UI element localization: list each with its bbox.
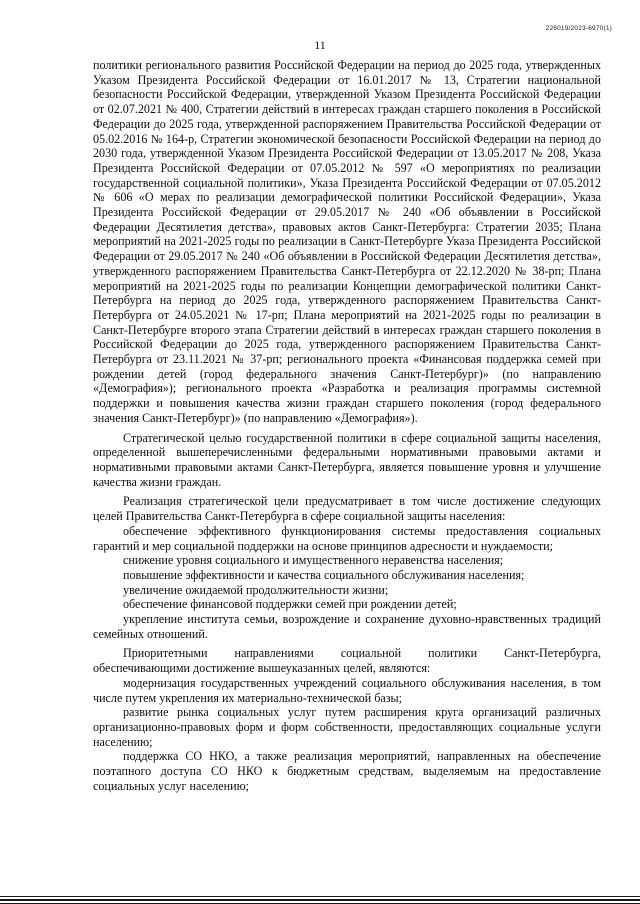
goal-item: обеспечение финансовой поддержки семей при рождении детей; [123, 597, 457, 612]
goal-item: снижение уровня социального и имущественного неравенства населения; [123, 553, 504, 568]
goal-item: укрепление института семьи, возрождение и сохранение духовно-нравственных традиций семейных отношений. [93, 612, 601, 641]
goal-item: увеличение ожидаемой продолжительности жизни; [123, 582, 389, 597]
paragraph-goals-intro: Реализация стратегической цели предусматривает в том числе достижение следующих целей Правительства Санкт-Петербурга в сфере социальной защиты населения: [93, 494, 601, 524]
priority-item: поддержка СО НКО, а также реализация мероприятий, направленных на обеспечение поэтапного доступа СО НКО к бюджетным средствам, выделяемым на предоставление социальных услуг населению; [93, 749, 601, 793]
document-body [93, 58, 601, 793]
paragraph-strategic-goal: Стратегической целью государственной политики в сфере социальной защиты населения, определенной вышеперечисленными федеральными нормативными правовыми актами и нормативными правовыми актами Санкт-Петербурга, является повышение уровня и улучшение качества жизни граждан. [93, 430, 601, 489]
scan-edge-line [0, 899, 640, 901]
priority-item: модернизация государственных учреждений социального обслуживания населения, в том числе путем укрепления их материально-технической базы; [93, 675, 601, 705]
goal-item: повышение эффективности и качества социального обслуживания населения; [123, 567, 525, 582]
document-registration-number: 226019/2023-6970(1) [545, 25, 612, 32]
priority-item: развитие рынка социальных услуг путем расширения круга организаций различных организационно-правовых форм и форм собственности, предоставляющих социальные услуги населению; [93, 705, 601, 749]
goal-item: обеспечение эффективного функционирования системы предоставления социальных гарантий и мер социальной поддержки на основе принципов адресности и нуждаемости; [93, 523, 601, 553]
paragraph-priorities-intro: Приоритетными направлениями социальной политики Санкт-Петербурга, обеспечивающими достижение вышеуказанных целей, являются: [93, 646, 601, 676]
scan-edge-line [0, 896, 640, 897]
page-number: 11 [314, 38, 326, 52]
paragraph-legal-basis-continuation: политики регионального развития Российской Федерации на период до 2025 года, утвержденных Указом Президента Российской Федерации от 16.01.2017 № 13, Стратегии национальной безопасности Российской Федерации, утвержденной Указом Президента Российской Федерации от 02.07.2021 № 400, Стратегии действий в интересах граждан старшего поколения в Российской Федерации до 2025 года, утвержденной распоряжением Правительства Российской Федерации от 05.02.2016 № 164-р, Стратегии экономической безопасности Российской Федерации на период до 2030 года, утвержденной Указом Президента Российской Федерации от 13.05.2017 № 208, Указа Президента Российской Федерации от 07.05.2012 № 597 «О мероприятиях по реализации государственной социальной политики», Указа Президента Российской Федерации от 07.05.2012 № 606 «О мерах по реализации демографической политики Российской Федерации», Указа Президента Российской Федерации от 29.05.2017 № 240 «Об объявлении в Российской Федерации Десятилетия детства», правовых актов Санкт-Петербурга: Стратегии 2035; Плана мероприятий на 2021-2025 годы по реализации в Санкт-Петербурге Указа Президента Российской Федерации от 29.05.2017 № 240 «Об объявлении в Российской Федерации Десятилетия детства», утвержденного распоряжением Правительства Санкт-Петербурга от 22.12.2020 № 38-рп; Плана мероприятий на 2021-2025 годы по реализации Концепции демографической политики Санкт-Петербурга на период до 2025 года, утвержденного распоряжением Правительства Санкт-Петербурга от 24.05.2021 № 17-рп; Плана мероприятий на 2021-2025 годы по реализации в Санкт-Петербурге второго этапа Стратегии действий в интересах граждан старшего поколения в Российской Федерации до 2025 года, утвержденного распоряжением Правительства Санкт-Петербурга от 23.11.2021 № 37-рп; регионального проекта «Финансовая поддержка семей при рождении детей (город федерального значения Санкт-Петербург)» (по направлению «Демография»); регионального проекта «Разработка и реализация программы системной поддержки и повышения качества жизни граждан старшего поколения (город федерального значения Санкт-Петербург)» (по направлению «Демография»). [93, 58, 601, 425]
